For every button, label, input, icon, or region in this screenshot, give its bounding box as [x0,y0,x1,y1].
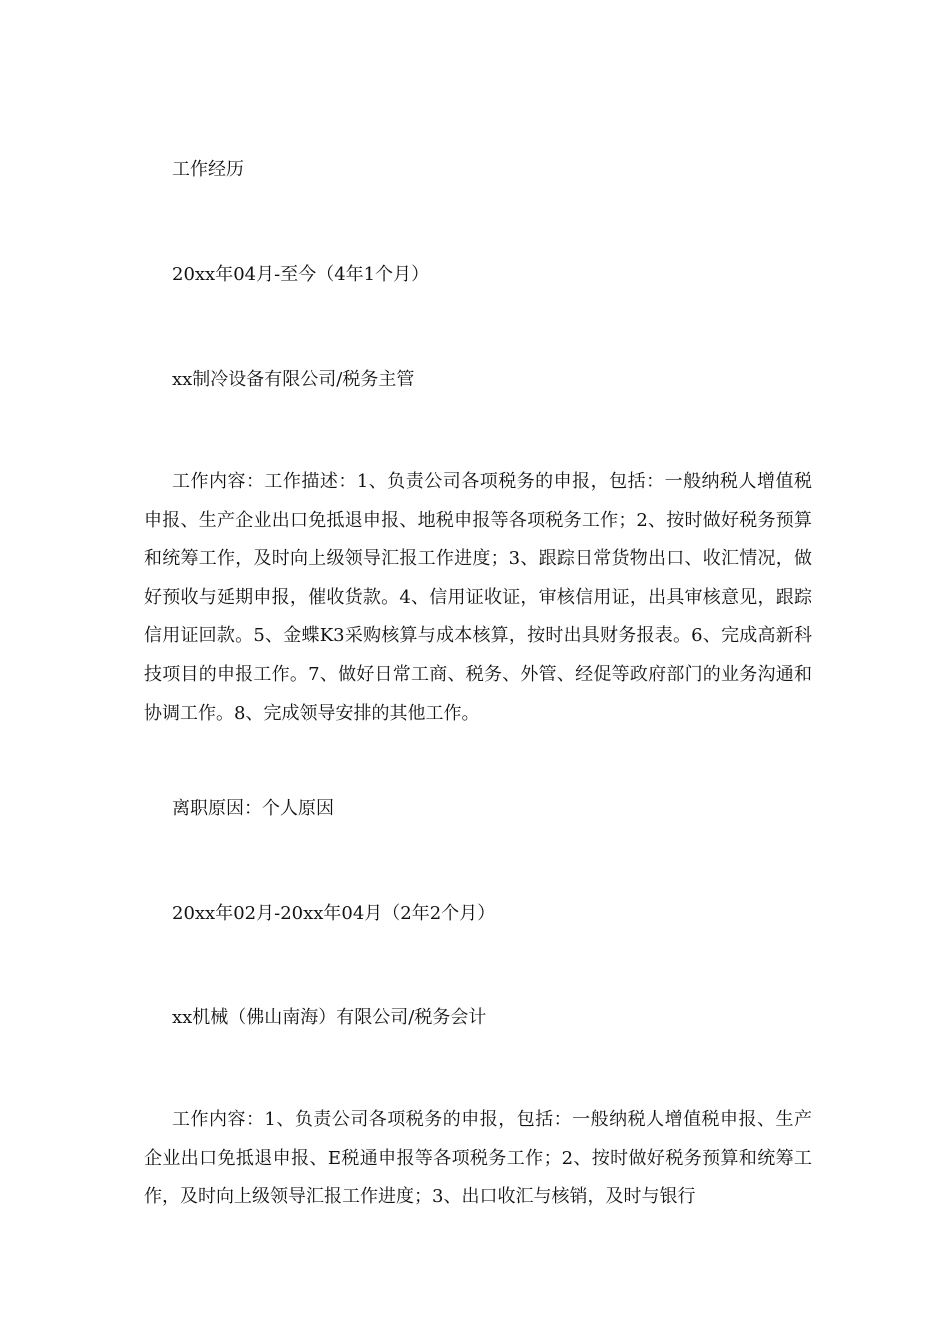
job-2-content: 工作内容：1、负责公司各项税务的申报，包括：一般纳税人增值税申报、生产企业出口免抵退申报、E税通申报等各项税务工作；2、按时做好税务预算和统筹工作，及时向上级领导汇报工作进度；3、出口收汇与核销，及时与银行 [144,1109,812,1208]
job-1-content: 工作内容：工作描述：1、负责公司各项税务的申报，包括：一般纳税人增值税申报、生产企业出口免抵退申报、地税申报等各项税务工作；2、按时做好税务预算和统筹工作，及时向上级领导汇报工作进度；3、跟踪日常货物出口、收汇情况，做好预收与延期申报，催收货款。4、信用证收证，审核信用证，出具审核意见，跟踪信用证回款。5、金蝶K3采购核算与成本核算，按时出具财务报表。6、完成高新科技项目的申报工作。7、做好日常工商、税务、外管、经促等政府部门的业务沟通和协调工作。8、完成领导安排的其他工作。 [144,471,812,724]
section-heading: 工作经历 [172,159,244,180]
job-2-period: 20xx年02月-20xx年04月（2年2个月） [172,903,496,924]
job-1-period: 20xx年04月-至今（4年1个月） [172,264,430,285]
job-2-company-position: xx机械（佛山南海）有限公司/税务会计 [172,1007,487,1028]
job-1-leave-reason: 离职原因：个人原因 [172,798,334,819]
job-1-company-position: xx制冷设备有限公司/税务主管 [172,369,415,390]
